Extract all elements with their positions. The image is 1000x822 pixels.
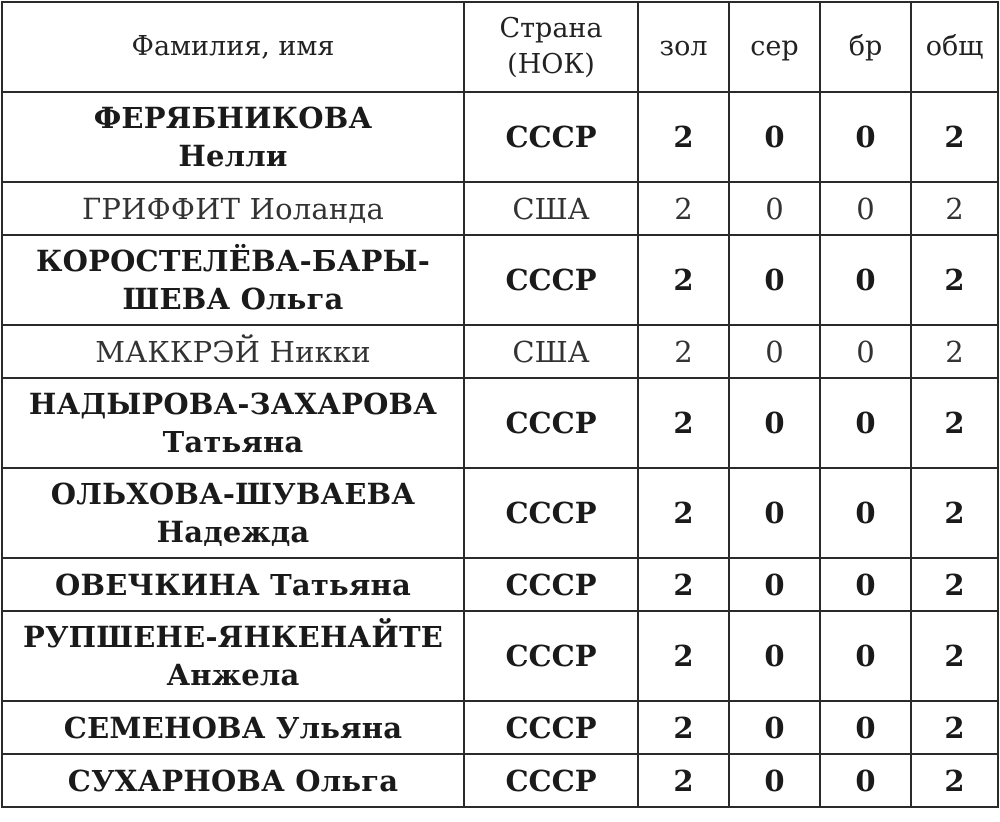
total-cell: 2 [911, 92, 998, 182]
bronze-cell: 0 [820, 701, 911, 754]
country-cell: СССР [464, 468, 638, 558]
gold-cell: 2 [638, 701, 729, 754]
table-row [2, 701, 998, 754]
athlete-name-line1: КОРОСТЕЛЁВА-БАРЫ- [36, 244, 430, 278]
silver-cell: 0 [729, 325, 820, 378]
silver-cell: 0 [729, 92, 820, 182]
athlete-name-cell [2, 325, 464, 378]
table-row [2, 754, 998, 807]
silver-cell: 0 [729, 754, 820, 807]
gold-cell: 2 [638, 182, 729, 235]
athlete-name-line2: Татьяна [162, 425, 304, 459]
bronze-cell: 0 [820, 235, 911, 325]
athlete-name-cell [2, 558, 464, 611]
bronze-cell: 0 [820, 378, 911, 468]
athlete-name-cell [2, 468, 464, 558]
athlete-name-line2: Надежда [156, 515, 310, 549]
athlete-name-line1: СУХАРНОВА Ольга [67, 763, 399, 798]
table-row [2, 378, 998, 468]
athlete-name-line1: МАККРЭЙ Никки [95, 334, 371, 369]
total-cell: 2 [911, 611, 998, 701]
total-cell: 2 [911, 468, 998, 558]
table-row [2, 468, 998, 558]
table-body [2, 92, 998, 807]
header-country: Страна (НОК) [464, 2, 638, 92]
table-row [2, 235, 998, 325]
bronze-cell: 0 [820, 558, 911, 611]
header-row [2, 2, 998, 92]
header-name: Фамилия, имя [2, 2, 464, 92]
table-row [2, 92, 998, 182]
gold-cell: 2 [638, 92, 729, 182]
country-cell: СССР [464, 701, 638, 754]
country-cell: СССР [464, 558, 638, 611]
gold-cell: 2 [638, 558, 729, 611]
total-cell: 2 [911, 754, 998, 807]
bronze-cell: 0 [820, 182, 911, 235]
table-row [2, 325, 998, 378]
silver-cell: 0 [729, 182, 820, 235]
gold-cell: 2 [638, 378, 729, 468]
athlete-name-line1: НАДЫРОВА-ЗАХАРОВА [28, 387, 438, 421]
athlete-name-line1: ГРИФФИТ Иоланда [82, 191, 384, 226]
table-row [2, 182, 998, 235]
athlete-name-line1: ФЕРЯБНИКОВА [93, 101, 373, 135]
bronze-cell: 0 [820, 92, 911, 182]
gold-cell: 2 [638, 235, 729, 325]
country-cell: СССР [464, 611, 638, 701]
athlete-name-cell [2, 611, 464, 701]
country-cell: США [464, 182, 638, 235]
athlete-name-cell [2, 378, 464, 468]
total-cell: 2 [911, 701, 998, 754]
header-gold: зол [638, 2, 729, 92]
silver-cell: 0 [729, 611, 820, 701]
gold-cell: 2 [638, 325, 729, 378]
total-cell: 2 [911, 182, 998, 235]
gold-cell: 2 [638, 754, 729, 807]
silver-cell: 0 [729, 468, 820, 558]
header-bronze: бр [820, 2, 911, 92]
silver-cell: 0 [729, 558, 820, 611]
total-cell: 2 [911, 558, 998, 611]
athlete-name-cell [2, 701, 464, 754]
athlete-name-cell [2, 235, 464, 325]
country-cell: СССР [464, 92, 638, 182]
silver-cell: 0 [729, 701, 820, 754]
table-row [2, 611, 998, 701]
bronze-cell: 0 [820, 325, 911, 378]
silver-cell: 0 [729, 235, 820, 325]
athlete-name-line1: ОВЕЧКИНА Татьяна [55, 567, 411, 602]
bronze-cell: 0 [820, 754, 911, 807]
country-cell: СССР [464, 235, 638, 325]
athlete-name-line2: ШЕВА Ольга [122, 282, 344, 316]
medal-table [1, 1, 999, 808]
athlete-name-line2: Нелли [178, 139, 288, 173]
athlete-name-cell [2, 754, 464, 807]
athlete-name-cell [2, 92, 464, 182]
athlete-name-cell [2, 182, 464, 235]
total-cell: 2 [911, 325, 998, 378]
country-cell: США [464, 325, 638, 378]
country-cell: СССР [464, 378, 638, 468]
gold-cell: 2 [638, 468, 729, 558]
athlete-name-line1: РУПШЕНЕ-ЯНКЕНАЙТЕ [22, 620, 444, 654]
athlete-name-line1: СЕМЕНОВА Ульяна [63, 710, 403, 745]
header-total: общ [911, 2, 998, 92]
total-cell: 2 [911, 235, 998, 325]
country-cell: СССР [464, 754, 638, 807]
athlete-name-line2: Анжела [166, 658, 300, 692]
bronze-cell: 0 [820, 468, 911, 558]
header-silver: сер [729, 2, 820, 92]
gold-cell: 2 [638, 611, 729, 701]
total-cell: 2 [911, 378, 998, 468]
silver-cell: 0 [729, 378, 820, 468]
bronze-cell: 0 [820, 611, 911, 701]
table-row [2, 558, 998, 611]
athlete-name-line1: ОЛЬХОВА-ШУВАЕВА [50, 477, 416, 511]
